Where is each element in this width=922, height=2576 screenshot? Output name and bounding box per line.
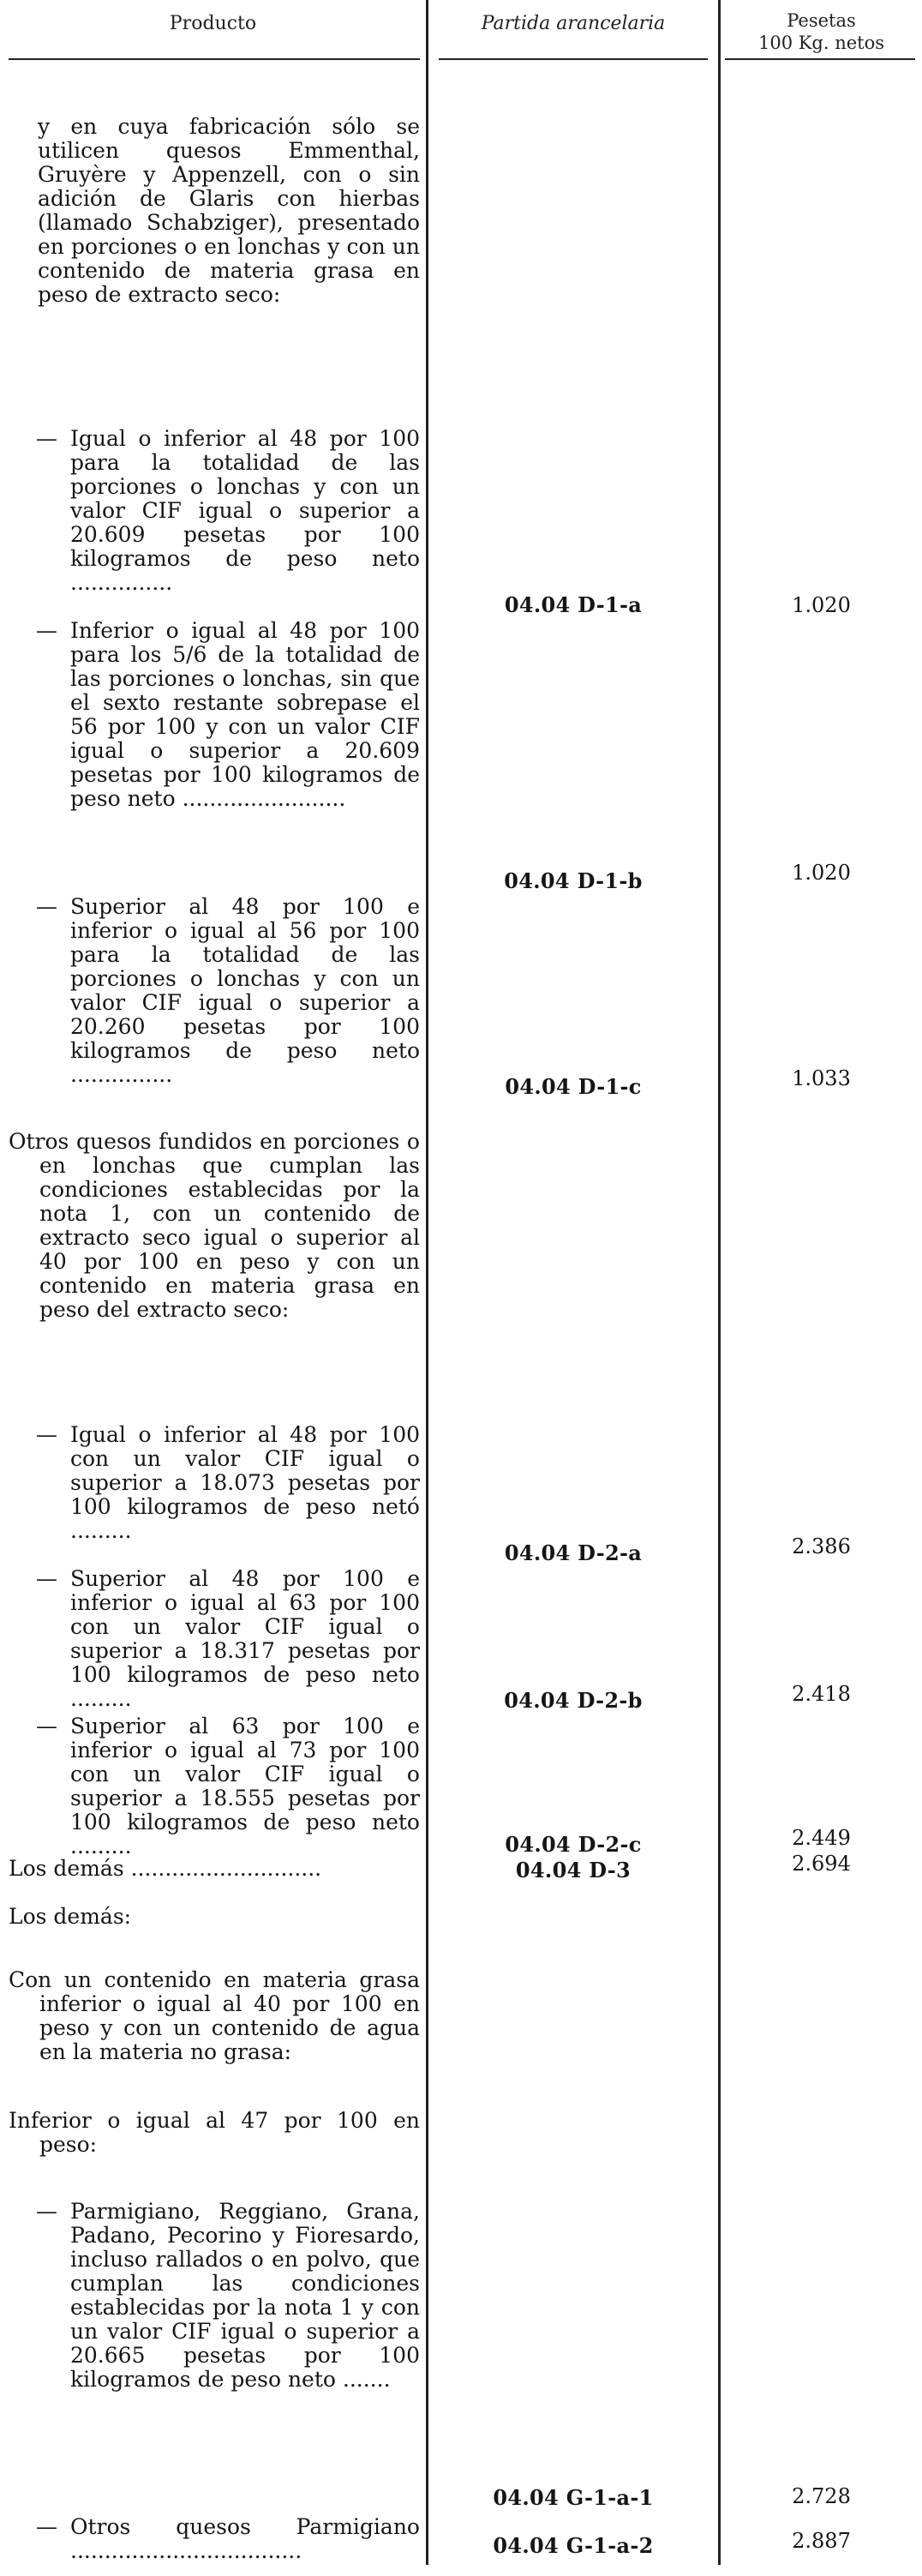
header-unidad: 100 Kg. netos	[757, 33, 885, 53]
tariff-code: 04.04 D-2-c	[505, 1832, 642, 1857]
tariff-value: 2.386	[792, 1534, 851, 1558]
list-item: Otros quesos Parmigiano ..................................	[70, 2514, 420, 2563]
list-dash: —	[36, 2514, 57, 2539]
list-item: Superior al 63 por 100 e inferior o igual al 73 por 100 con un valor CIF igual o superior a 18.555 pesetas por 100 kilogramos de peso neto .........	[70, 1714, 420, 1858]
tariff-value: 1.020	[792, 593, 851, 617]
header-divider	[725, 58, 915, 60]
tariff-value: 2.728	[792, 2484, 851, 2508]
los-demas-row: Los demás ............................	[9, 1856, 322, 1881]
list-item: Inferior o igual al 48 por 100 para los 5/6 de la totalidad de las porciones o lonchas, sin que el sexto restante sobrepase el 56 por 100 y con un valor CIF igual o superior a 20.609 pesetas por 100 kilogramos de peso neto ........................	[70, 618, 420, 811]
list-dash: —	[36, 426, 57, 451]
column-separator	[718, 0, 721, 2565]
list-item: Parmigiano, Reggiano, Grana, Padano, Pecorino y Fioresardo, incluso rallados o en polvo, que cumplan las condiciones establecidas por la nota 1 y con un valor CIF igual o superior a 20.665 pesetas por 100 kilogramos de peso neto .......	[70, 2199, 420, 2392]
header-divider	[439, 58, 708, 60]
tariff-code: 04.04 G-1-a-2	[493, 2533, 654, 2558]
list-item: Superior al 48 por 100 e inferior o igual al 63 por 100 con un valor CIF igual o superior a 18.317 pesetas por 100 kilogramos de peso neto .........	[70, 1566, 420, 1711]
tariff-code: 04.04 G-1-a-1	[493, 2485, 654, 2510]
tariff-value: 2.887	[792, 2529, 851, 2553]
list-dash: —	[36, 1422, 57, 1447]
list-dash: —	[36, 1566, 57, 1591]
los-demas-heading: Los demás:	[9, 1904, 132, 1929]
tariff-code: 04.04 D-1-a	[504, 592, 643, 617]
section-paragraph: Con un contenido en materia grasa inferior o igual al 40 por 100 en peso y con un contenido de agua en la materia no grasa:	[9, 1967, 420, 2064]
column-separator	[426, 0, 428, 2565]
tariff-value: 2.449	[792, 1826, 851, 1850]
tariff-value: 1.033	[792, 1066, 851, 1090]
intro-paragraph: y en cuya fabricación sólo se utilicen quesos Emmenthal, Gruyère y Appenzell, con o sin adición de Glaris con hierbas (llamado Schabziger), presentado en porciones o en lonchas y con un contenido de materia grasa en peso de extracto seco:	[38, 114, 420, 307]
section-paragraph: Inferior o igual al 47 por 100 en peso:	[9, 2108, 420, 2157]
list-dash: —	[36, 2199, 57, 2224]
section-paragraph: Otros quesos fundidos en porciones o en lonchas que cumplan las condiciones establecidas por la nota 1, con un contenido de extracto seco igual o superior al 40 por 100 en peso y con un contenido en materia grasa en peso del extracto seco:	[9, 1129, 420, 1322]
list-item: Igual o inferior al 48 por 100 con un valor CIF igual o superior a 18.073 pesetas por 100 kilogramos de peso netó .........	[70, 1422, 420, 1543]
list-dash: —	[36, 894, 57, 919]
header-partida: Partida arancelaria	[481, 13, 666, 34]
tariff-value: 2.418	[792, 1682, 851, 1706]
list-dash: —	[36, 618, 57, 643]
tariff-code: 04.04 D-2-a	[504, 1540, 643, 1565]
tariff-code: 04.04 D-3	[515, 1858, 632, 1882]
tariff-code: 04.04 D-2-b	[504, 1688, 643, 1713]
tariff-value: 2.694	[792, 1852, 851, 1876]
list-dash: —	[36, 1714, 57, 1738]
list-item: Igual o inferior al 48 por 100 para la totalidad de las porciones o lonchas y con un valor CIF igual o superior a 20.609 pesetas por 100 kilogramos de peso neto ...............	[70, 426, 420, 595]
header-pesetas: Pesetas	[787, 10, 856, 31]
header-divider	[9, 58, 420, 60]
tariff-code: 04.04 D-1-b	[504, 868, 643, 893]
tariff-value: 1.020	[792, 861, 851, 885]
header-producto: Producto	[169, 13, 257, 34]
list-item: Superior al 48 por 100 e inferior o igual al 56 por 100 para la totalidad de las porciones o lonchas y con un valor CIF igual o superior a 20.260 pesetas por 100 kilogramos de peso neto ...............	[70, 894, 420, 1087]
tariff-code: 04.04 D-1-c	[505, 1074, 642, 1099]
